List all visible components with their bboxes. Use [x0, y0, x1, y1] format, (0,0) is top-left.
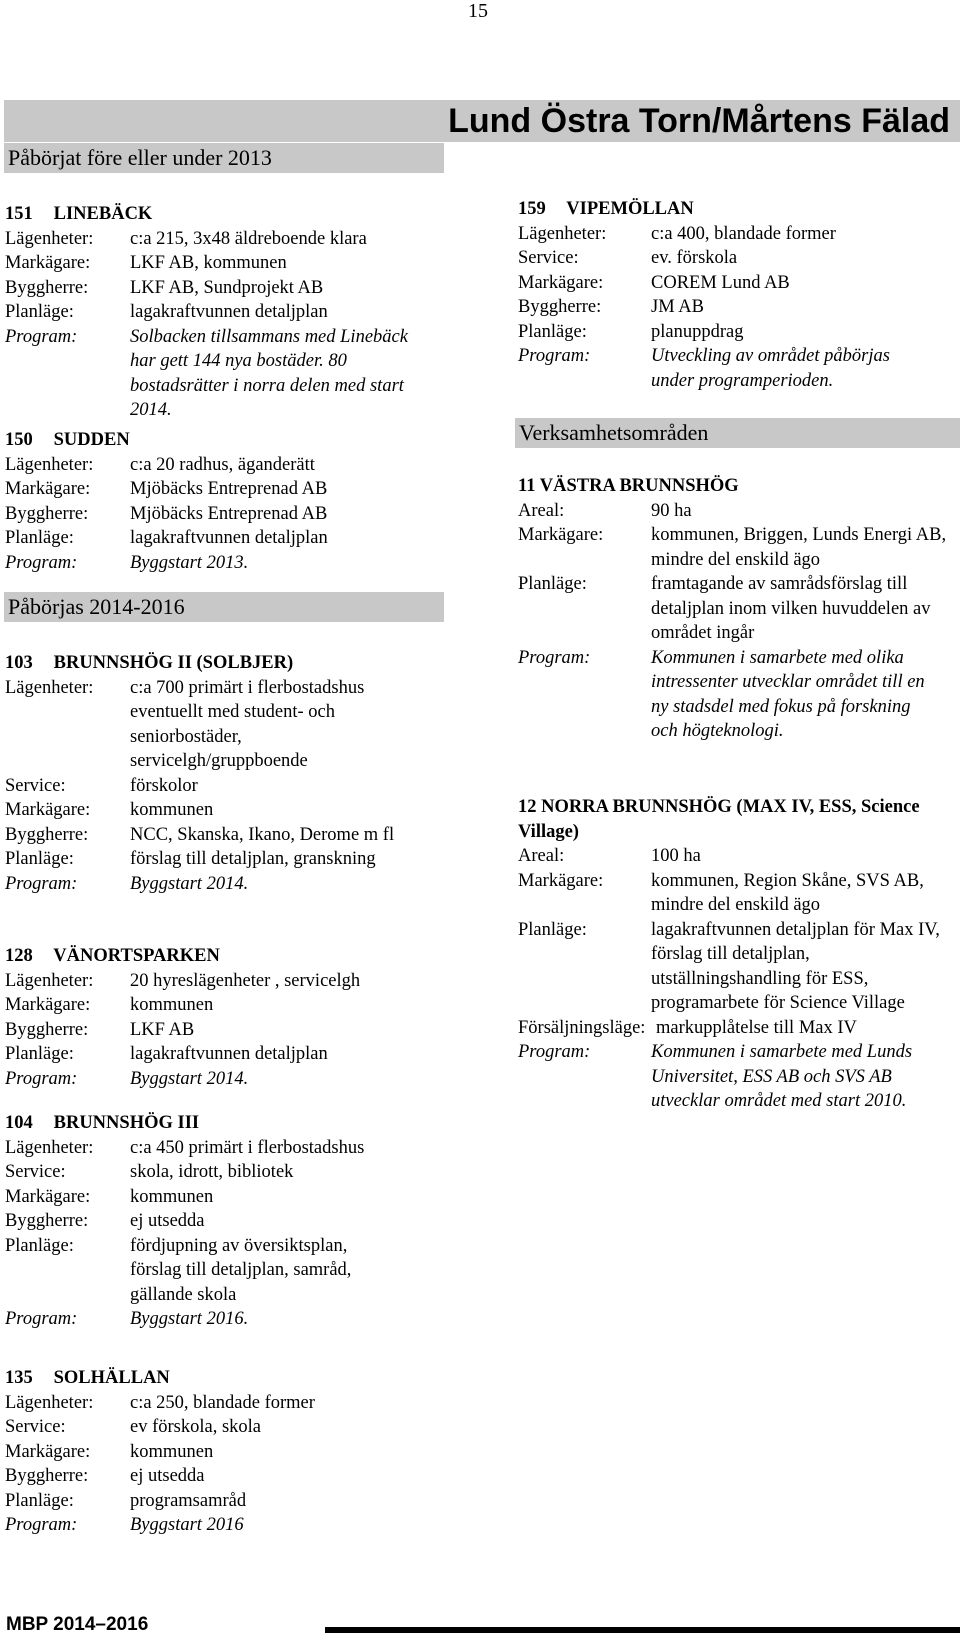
project-number: 151 [5, 204, 33, 224]
row-label: Program: [5, 873, 78, 894]
row-label: Markägare: [5, 800, 91, 820]
row-label: Markägare: [518, 870, 604, 891]
row-value: kommunen [130, 995, 214, 1015]
project-number: 159 [518, 199, 546, 219]
project-name: VIPEMÖLLAN [566, 199, 694, 219]
row-value: kommunen [130, 800, 214, 820]
row-value: LKF AB, Sundprojekt AB [130, 277, 324, 298]
row-value: kommunen [130, 1186, 214, 1207]
row-apartments [5, 227, 445, 252]
project-number: 103 [5, 653, 33, 673]
row-value: Kommunen i samarbete med olika intressenter utvecklar området till en ny stadsdel med fokus på forskning och högteknologi. [651, 647, 925, 741]
row-value: 100 ha [651, 846, 701, 866]
row-apartments [5, 453, 445, 478]
row-developer [5, 1209, 445, 1234]
project-name: VÄNORTSPARKEN [53, 946, 220, 966]
row-label: Lägenheter: [5, 970, 94, 991]
row-value: lagakraftvunnen detaljplan för Max IV, förslag till detaljplan, utställningshandling för ESS, programarbete för Science Village [651, 919, 940, 1013]
row-plan-status [5, 1234, 445, 1308]
row-label: Markägare: [5, 1186, 91, 1207]
row-service [518, 246, 948, 271]
row-label: Lägenheter: [5, 454, 94, 475]
area-title: Lund Östra Torn/Mårtens Fälad [448, 102, 950, 140]
page-number: 15 [468, 0, 488, 22]
row-landowner [518, 523, 948, 572]
row-label: Program: [5, 1068, 78, 1089]
row-label: Markägare: [518, 525, 604, 545]
row-label: Program: [5, 326, 78, 347]
row-value: COREM Lund AB [651, 272, 790, 293]
project-name: BRUNNSHÖG II (SOLBJER) [53, 653, 294, 673]
row-label: Service: [518, 248, 579, 268]
row-value: c:a 20 radhus, äganderätt [130, 454, 315, 475]
row-label: Planläge: [518, 919, 587, 940]
row-label: Program: [518, 647, 591, 668]
row-apartments [5, 676, 445, 774]
row-label: Planläge: [5, 849, 74, 869]
area-heading: 12 NORRA BRUNNSHÖG (MAX IV, ESS, Science Village) [518, 797, 920, 842]
row-label: Program: [5, 1309, 78, 1329]
row-developer [5, 276, 445, 301]
project-name: LINEBÄCK [53, 204, 153, 224]
project-103 [5, 651, 445, 896]
row-value: LKF AB, kommunen [130, 253, 287, 273]
row-service [5, 1415, 445, 1440]
project-128 [5, 944, 445, 1091]
row-label: Planläge: [5, 528, 74, 548]
row-apartments [5, 969, 445, 994]
row-label: Planläge: [5, 1235, 74, 1256]
row-value: c:a 215, 3x48 äldreboende klara [130, 228, 367, 249]
row-label: Lägenheter: [5, 1392, 94, 1413]
project-name: SOLHÄLLAN [53, 1368, 170, 1388]
row-label: Markägare: [5, 479, 91, 499]
row-label: Service: [5, 775, 66, 796]
row-value: ej utsedda [130, 1466, 205, 1486]
project-150 [5, 428, 445, 575]
row-label: Försäljningsläge: [518, 1017, 646, 1038]
row-value: 20 hyreslägenheter , servicelgh [130, 970, 361, 991]
row-value: kommunen [130, 1441, 214, 1462]
business-area-11 [518, 474, 948, 744]
row-value: Byggstart 2016. [130, 1309, 249, 1329]
row-value: ev förskola, skola [130, 1417, 262, 1437]
row-landowner [5, 993, 445, 1018]
row-plan-status [5, 847, 445, 872]
row-service [5, 1160, 445, 1185]
footer-rule [325, 1627, 960, 1633]
row-landowner [5, 251, 445, 276]
project-159 [518, 197, 948, 393]
row-developer [518, 295, 948, 320]
row-label: Lägenheter: [518, 223, 607, 244]
row-label: Byggherre: [5, 503, 89, 524]
row-landowner [5, 477, 445, 502]
row-value: kommunen, Briggen, Lunds Energi AB, mindre del enskild ägo [651, 525, 947, 570]
row-label: Planläge: [5, 1490, 74, 1511]
row-value: JM AB [651, 297, 704, 317]
row-label: Byggherre: [5, 277, 89, 298]
area-heading: 11 VÄSTRA BRUNNSHÖG [518, 476, 739, 496]
row-developer [5, 502, 445, 527]
row-label: Lägenheter: [5, 1137, 94, 1158]
row-value: lagakraftvunnen detaljplan [130, 1044, 328, 1064]
row-plan-status [5, 526, 445, 551]
project-heading [5, 651, 445, 676]
row-value: 90 ha [651, 500, 692, 521]
row-value: LKF AB [130, 1019, 195, 1040]
row-label: Program: [5, 552, 78, 573]
row-developer [5, 1018, 445, 1043]
row-label: Lägenheter: [5, 677, 94, 698]
row-program [5, 1307, 445, 1332]
row-program [5, 872, 445, 897]
project-heading [518, 197, 948, 222]
row-program [5, 551, 445, 576]
section-heading-started: Påbörjat före eller under 2013 [4, 143, 444, 173]
row-value: c:a 400, blandade former [651, 223, 836, 244]
row-sales-status [518, 1016, 948, 1041]
row-value: planuppdrag [651, 321, 744, 342]
row-plan-status [5, 300, 445, 325]
row-label: Markägare: [5, 1441, 91, 1462]
row-program [518, 1040, 948, 1114]
project-number: 104 [5, 1113, 33, 1133]
row-label: Areal: [518, 500, 565, 521]
row-label: Byggherre: [5, 824, 89, 845]
row-value: c:a 700 primärt i flerbostadshus eventuellt med student- och seniorbostäder, servicelgh/gruppboende [130, 677, 365, 771]
row-value: skola, idrott, bibliotek [130, 1162, 294, 1182]
row-apartments [5, 1391, 445, 1416]
project-heading [5, 428, 445, 453]
row-program [5, 1067, 445, 1092]
row-label: Program: [518, 346, 591, 366]
row-label: Planläge: [518, 321, 587, 342]
project-name: SUDDEN [53, 430, 130, 450]
row-value: fördjupning av översiktsplan, förslag till detaljplan, samråd, gällande skola [130, 1235, 352, 1305]
row-value: Byggstart 2014. [130, 873, 249, 894]
project-number: 150 [5, 430, 33, 450]
row-value: ev. förskola [651, 248, 738, 268]
row-developer [5, 1464, 445, 1489]
project-135 [5, 1366, 445, 1538]
row-label: Markägare: [5, 995, 91, 1015]
row-value: ej utsedda [130, 1211, 205, 1231]
project-number: 135 [5, 1368, 33, 1388]
row-plan-status [5, 1489, 445, 1514]
row-label: Markägare: [518, 272, 604, 293]
row-value: Utveckling av området påbörjas under programperioden. [651, 346, 890, 391]
row-value: Byggstart 2016 [130, 1515, 244, 1535]
row-value: kommunen, Region Skåne, SVS AB, mindre del enskild ägo [651, 870, 924, 915]
row-landowner [5, 1440, 445, 1465]
row-label: Program: [518, 1042, 591, 1062]
row-value: Kommunen i samarbete med Lunds Universitet, ESS AB och SVS AB utvecklar området med start 2010. [651, 1042, 913, 1111]
row-label: Service: [5, 1162, 66, 1182]
row-service [5, 774, 445, 799]
section-heading-planned: Påbörjas 2014-2016 [4, 592, 444, 622]
row-label: Byggherre: [5, 1211, 89, 1231]
row-label: Service: [5, 1417, 66, 1437]
footer-title: MBP 2014–2016 [6, 1614, 149, 1635]
row-value: lagakraftvunnen detaljplan [130, 302, 328, 322]
row-label: Byggherre: [5, 1019, 89, 1040]
row-label: Planläge: [5, 1044, 74, 1064]
row-developer [5, 823, 445, 848]
row-landowner [518, 869, 948, 918]
row-landowner [518, 271, 948, 296]
project-heading [5, 1111, 445, 1136]
row-landowner [5, 1185, 445, 1210]
row-landowner [5, 798, 445, 823]
business-area-12 [518, 795, 948, 1114]
row-program [518, 344, 948, 393]
row-label: Byggherre: [5, 1466, 89, 1486]
row-label: Planläge: [518, 574, 587, 594]
row-label: Markägare: [5, 253, 91, 273]
project-104 [5, 1111, 445, 1332]
row-value: framtagande av samrådsförslag till detaljplan inom vilken huvuddelen av området ingår [651, 574, 931, 643]
row-value: c:a 250, blandade former [130, 1392, 315, 1413]
row-label: Planläge: [5, 302, 74, 322]
row-area [518, 844, 948, 869]
row-value: Byggstart 2014. [130, 1068, 249, 1089]
row-apartments [518, 222, 948, 247]
row-value: Solbacken tillsammans med Linebäck har gett 144 nya bostäder. 80 bostadsrätter i norra delen med start 2014. [130, 326, 408, 420]
row-value: Mjöbäcks Entreprenad AB [130, 503, 328, 524]
row-label: Areal: [518, 846, 565, 866]
row-value: Byggstart 2013. [130, 552, 249, 573]
project-heading [5, 944, 445, 969]
row-plan-status [5, 1042, 445, 1067]
row-program [5, 325, 445, 423]
project-heading [5, 1366, 445, 1391]
row-value: c:a 450 primärt i flerbostadshus [130, 1137, 365, 1158]
row-value: Mjöbäcks Entreprenad AB [130, 479, 328, 499]
row-area [518, 499, 948, 524]
row-value: markupplåtelse till Max IV [656, 1017, 857, 1038]
row-plan-status [518, 320, 948, 345]
row-value: förskolor [130, 775, 198, 796]
row-value: förslag till detaljplan, granskning [130, 849, 376, 869]
project-number: 128 [5, 946, 33, 966]
row-program [5, 1513, 445, 1538]
row-value: lagakraftvunnen detaljplan [130, 528, 328, 548]
section-heading-business-areas: Verksamhetsområden [515, 418, 960, 448]
row-apartments [5, 1136, 445, 1161]
project-name: BRUNNSHÖG III [53, 1113, 200, 1133]
project-151 [5, 202, 445, 423]
row-value: NCC, Skanska, Ikano, Derome m fl [130, 824, 395, 845]
row-label: Byggherre: [518, 297, 602, 317]
row-plan-status [518, 572, 948, 646]
row-program [518, 646, 948, 744]
row-plan-status [518, 918, 948, 1016]
project-heading [5, 202, 445, 227]
row-label: Program: [5, 1515, 78, 1535]
row-value: programsamråd [130, 1490, 247, 1511]
row-label: Lägenheter: [5, 228, 94, 249]
